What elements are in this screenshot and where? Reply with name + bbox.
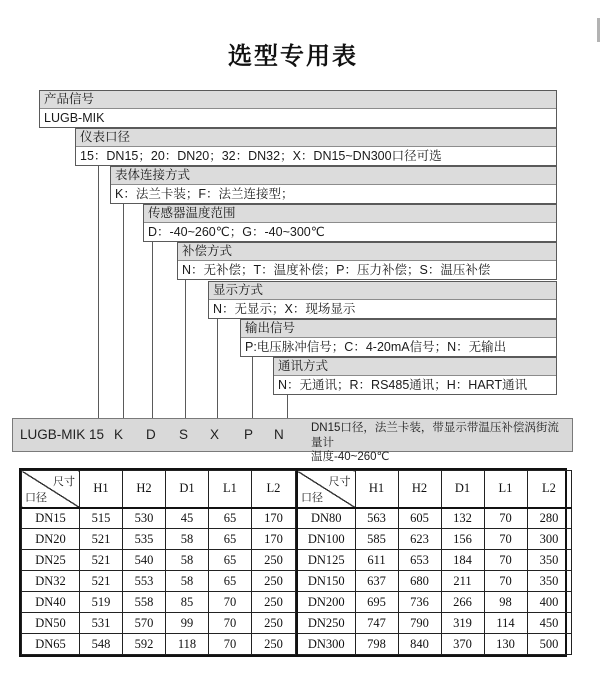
value-cell-d1: 319: [441, 613, 484, 634]
size-cell: DN100: [297, 529, 355, 550]
connector-line-output-signal: [252, 356, 253, 418]
value-cell-d1: 211: [441, 571, 484, 592]
dimension-table-header-row: [297, 471, 571, 508]
column-header-d1: D1: [166, 471, 209, 508]
cascade-box-communication-mode: [273, 357, 557, 395]
value-cell-l1: 70: [209, 634, 252, 655]
cascade-options-communication-mode: N：无通讯；R：RS485通讯；H：HART通讯: [274, 376, 556, 394]
value-cell-l2: 400: [527, 592, 571, 613]
value-cell-h2: 840: [398, 634, 441, 655]
value-cell-l2: 450: [527, 613, 571, 634]
size-cell: DN200: [297, 592, 355, 613]
table-row-dn125: [297, 550, 571, 571]
value-cell-d1: 132: [441, 508, 484, 529]
table-row-dn20: [22, 529, 296, 550]
cascade-options-compensation-mode: N：无补偿；T：温度补偿；P：压力补偿；S：温压补偿: [178, 261, 556, 279]
cascade-options-body-connection: K：法兰卡装；F：法兰连接型；: [111, 185, 556, 203]
cascade-box-product-signal: [39, 90, 557, 128]
example-description-line2: 温度-40~260℃: [311, 451, 390, 463]
example-description: [311, 421, 569, 465]
cascade-box-display-mode: [208, 281, 557, 319]
size-cell: DN250: [297, 613, 355, 634]
value-cell-h2: 535: [123, 529, 166, 550]
column-header-l2: L2: [252, 471, 296, 508]
value-cell-h1: 585: [355, 529, 398, 550]
size-cell: DN20: [22, 529, 80, 550]
dimension-table-left-half: [21, 470, 296, 655]
cascade-box-output-signal: [240, 319, 557, 357]
diagonal-header-cell: [22, 471, 80, 508]
value-cell-d1: 58: [166, 571, 209, 592]
value-cell-h1: 521: [80, 529, 123, 550]
value-cell-l2: 300: [527, 529, 571, 550]
example-model-label: LUGB-MIK: [20, 427, 86, 442]
cascade-options-output-signal: P:电压脉冲信号；C：4-20mA信号；N：无输出: [241, 338, 556, 356]
cascade-options-sensor-temp-range: D：-40~260℃；G：-40~300℃: [144, 223, 556, 241]
value-cell-h1: 695: [355, 592, 398, 613]
corner-label-diameter: 口径: [25, 491, 47, 504]
value-cell-l2: 170: [252, 508, 296, 529]
column-header-l2: L2: [527, 471, 571, 508]
cascade-box-meter-diameter: [75, 128, 557, 166]
dimension-table: [19, 468, 567, 657]
value-cell-l1: 65: [209, 550, 252, 571]
value-cell-h2: 653: [398, 550, 441, 571]
example-code-compensation-mode: S: [179, 427, 189, 442]
value-cell-h2: 530: [123, 508, 166, 529]
value-cell-d1: 45: [166, 508, 209, 529]
value-cell-h2: 540: [123, 550, 166, 571]
size-cell: DN50: [22, 613, 80, 634]
cascade-box-body-connection: [110, 166, 557, 204]
value-cell-d1: 99: [166, 613, 209, 634]
table-row-dn300: [297, 634, 571, 655]
size-cell: DN32: [22, 571, 80, 592]
value-cell-l2: 350: [527, 571, 571, 592]
table-row-dn80: [297, 508, 571, 529]
value-cell-h2: 558: [123, 592, 166, 613]
value-cell-l1: 70: [484, 508, 527, 529]
value-cell-d1: 266: [441, 592, 484, 613]
example-code-output-signal: P: [244, 427, 254, 442]
value-cell-l1: 70: [209, 613, 252, 634]
value-cell-h1: 521: [80, 571, 123, 592]
value-cell-l2: 250: [252, 592, 296, 613]
value-cell-l2: 250: [252, 550, 296, 571]
value-cell-h2: 592: [123, 634, 166, 655]
column-header-l1: L1: [484, 471, 527, 508]
value-cell-h2: 680: [398, 571, 441, 592]
value-cell-l2: 500: [527, 634, 571, 655]
example-code-communication-mode: N: [274, 427, 284, 442]
column-header-h1: H1: [355, 471, 398, 508]
dimension-table-right-half: [296, 470, 572, 655]
value-cell-l2: 170: [252, 529, 296, 550]
table-row-dn32: [22, 571, 296, 592]
connector-line-compensation-mode: [185, 279, 186, 418]
size-cell: DN40: [22, 592, 80, 613]
table-row-dn150: [297, 571, 571, 592]
table-row-dn25: [22, 550, 296, 571]
value-cell-h2: 790: [398, 613, 441, 634]
value-cell-l2: 250: [252, 613, 296, 634]
value-cell-d1: 370: [441, 634, 484, 655]
scrollbar-fragment: [597, 18, 600, 42]
value-cell-h1: 531: [80, 613, 123, 634]
cascade-options-product-signal: LUGB-MIK: [40, 109, 556, 127]
value-cell-d1: 58: [166, 550, 209, 571]
table-row-dn50: [22, 613, 296, 634]
value-cell-h1: 637: [355, 571, 398, 592]
table-row-dn200: [297, 592, 571, 613]
table-row-dn40: [22, 592, 296, 613]
table-row-dn250: [297, 613, 571, 634]
connector-line-sensor-temp-range: [152, 241, 153, 418]
connector-line-meter-diameter: [98, 165, 99, 418]
connector-line-communication-mode: [287, 394, 288, 418]
cascade-box-sensor-temp-range: [143, 204, 557, 242]
column-header-d1: D1: [441, 471, 484, 508]
value-cell-h2: 570: [123, 613, 166, 634]
corner-label-size: 尺寸: [328, 476, 351, 488]
size-cell: DN25: [22, 550, 80, 571]
value-cell-h1: 519: [80, 592, 123, 613]
value-cell-l1: 98: [484, 592, 527, 613]
size-cell: DN15: [22, 508, 80, 529]
value-cell-l1: 114: [484, 613, 527, 634]
value-cell-d1: 184: [441, 550, 484, 571]
cascade-header-display-mode: 显示方式: [209, 282, 556, 300]
value-cell-l1: 65: [209, 508, 252, 529]
example-code-meter-diameter: 15: [89, 427, 105, 442]
size-cell: DN65: [22, 634, 80, 655]
value-cell-h1: 548: [80, 634, 123, 655]
example-description-line1: DN15口径，法兰卡装，带显示带温压补偿涡街流量计: [311, 422, 559, 449]
column-header-h2: H2: [398, 471, 441, 508]
cascade-header-compensation-mode: 补偿方式: [178, 243, 556, 261]
value-cell-l1: 70: [484, 571, 527, 592]
value-cell-l1: 65: [209, 571, 252, 592]
cascade-header-body-connection: 表体连接方式: [111, 167, 556, 185]
value-cell-h2: 553: [123, 571, 166, 592]
value-cell-h1: 563: [355, 508, 398, 529]
table-row-dn65: [22, 634, 296, 655]
cascade-header-communication-mode: 通讯方式: [274, 358, 556, 376]
value-cell-h2: 605: [398, 508, 441, 529]
cascade-header-meter-diameter: 仪表口径: [76, 129, 556, 147]
cascade-options-display-mode: N：无显示；X：现场显示: [209, 300, 556, 318]
value-cell-l1: 70: [484, 529, 527, 550]
value-cell-h1: 521: [80, 550, 123, 571]
value-cell-l2: 280: [527, 508, 571, 529]
example-code-bar: [12, 418, 573, 463]
value-cell-h2: 736: [398, 592, 441, 613]
cascade-box-compensation-mode: [177, 242, 557, 280]
value-cell-d1: 156: [441, 529, 484, 550]
value-cell-d1: 118: [166, 634, 209, 655]
value-cell-l2: 350: [527, 550, 571, 571]
cascade-options-meter-diameter: 15：DN15；20：DN20；32：DN32；X：DN15~DN300口径可选: [76, 147, 556, 165]
page-title: 选型专用表: [228, 43, 358, 70]
column-header-l1: L1: [209, 471, 252, 508]
value-cell-l2: 250: [252, 634, 296, 655]
connector-line-display-mode: [217, 318, 218, 418]
table-row-dn15: [22, 508, 296, 529]
value-cell-h1: 515: [80, 508, 123, 529]
table-row-dn100: [297, 529, 571, 550]
connector-line-body-connection: [123, 203, 124, 418]
value-cell-h1: 798: [355, 634, 398, 655]
value-cell-l2: 250: [252, 571, 296, 592]
value-cell-d1: 85: [166, 592, 209, 613]
column-header-h1: H1: [80, 471, 123, 508]
value-cell-d1: 58: [166, 529, 209, 550]
dimension-table-header-row: [22, 471, 296, 508]
example-code-display-mode: X: [210, 427, 220, 442]
value-cell-h1: 747: [355, 613, 398, 634]
size-cell: DN150: [297, 571, 355, 592]
value-cell-l1: 65: [209, 529, 252, 550]
corner-label-size: 尺寸: [53, 476, 75, 488]
column-header-h2: H2: [123, 471, 166, 508]
size-cell: DN300: [297, 634, 355, 655]
diagonal-header-cell: [297, 471, 355, 508]
corner-label-diameter: 口径: [301, 491, 323, 504]
size-cell: DN80: [297, 508, 355, 529]
example-code-body-connection: K: [114, 427, 124, 442]
value-cell-h1: 611: [355, 550, 398, 571]
cascade-header-sensor-temp-range: 传感器温度范围: [144, 205, 556, 223]
cascade-header-product-signal: 产品信号: [40, 91, 556, 109]
value-cell-h2: 623: [398, 529, 441, 550]
value-cell-l1: 70: [209, 592, 252, 613]
cascade-header-output-signal: 输出信号: [241, 320, 556, 338]
value-cell-l1: 70: [484, 550, 527, 571]
size-cell: DN125: [297, 550, 355, 571]
value-cell-l1: 130: [484, 634, 527, 655]
example-code-sensor-temp-range: D: [146, 427, 156, 442]
